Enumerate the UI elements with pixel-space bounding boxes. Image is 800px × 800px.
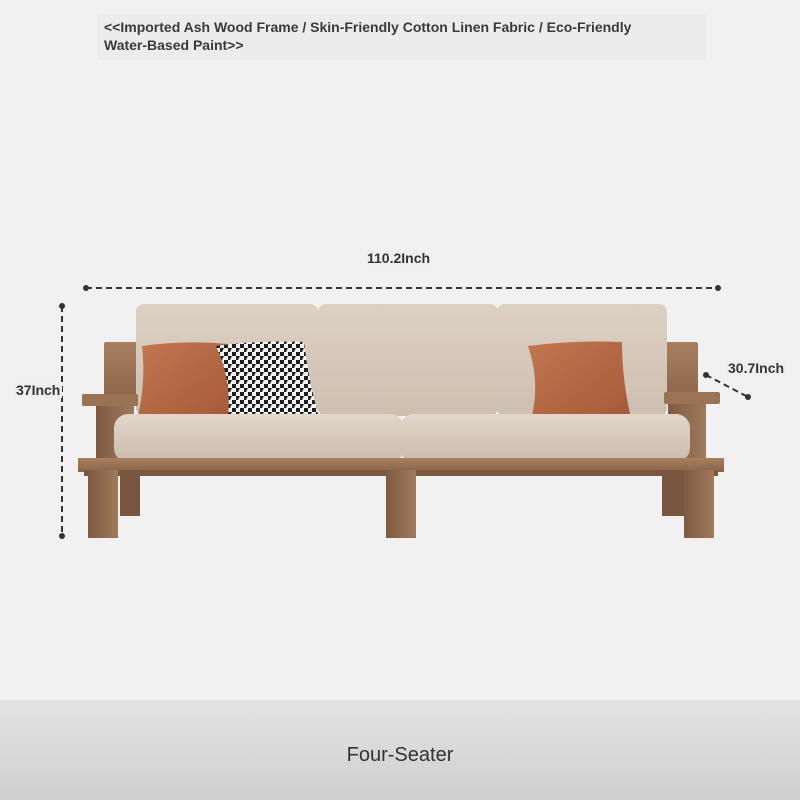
leg-middle	[386, 470, 416, 538]
footer-bar	[0, 700, 800, 800]
back-cushion-middle	[318, 304, 498, 416]
leg-back-right	[662, 470, 684, 516]
arm-right-top	[664, 392, 720, 404]
arm-left-top	[82, 394, 138, 406]
material-line-2: Water-Based Paint>>	[104, 37, 244, 53]
pillow-orange-right	[528, 342, 630, 417]
leg-front-right	[684, 470, 714, 538]
seater-type-title: Four-Seater	[346, 743, 454, 766]
height-label: 37Inch	[16, 382, 61, 398]
depth-label: 30.7Inch	[728, 360, 785, 376]
seat-cushion-right	[400, 414, 690, 462]
leg-back-left	[120, 470, 140, 516]
width-label: 110.2Inch	[367, 250, 431, 266]
pillow-houndstooth	[216, 342, 318, 417]
base-platform	[78, 458, 724, 472]
pillow-orange-left	[138, 342, 231, 418]
back-frame-left	[104, 342, 138, 402]
material-line-1: <<Imported Ash Wood Frame / Skin-Friendly Cotton Linen Fabric / Eco-Friendly	[104, 19, 632, 35]
leg-front-left	[88, 470, 118, 538]
seat-cushion-left	[114, 414, 404, 462]
